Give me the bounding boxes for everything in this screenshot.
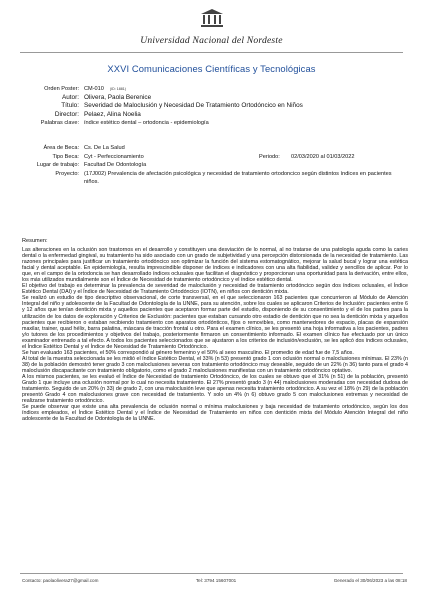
- beca-type-label: Tipo Beca:: [52, 153, 79, 160]
- event-title: XXVI Comunicaciones Científicas y Tecnológicas: [107, 63, 316, 74]
- keywords-value: índice estético dental – ortodoncia - epidemiología: [84, 120, 209, 127]
- director-row: [16, 111, 407, 120]
- keywords-label: Palabras clave:: [40, 120, 79, 127]
- beca-type-value: Cyt - Perfeccionamiento: [84, 153, 144, 160]
- area-value: Cs. De La Salud: [84, 145, 125, 151]
- order-row: [16, 85, 407, 94]
- beca-info: [16, 144, 407, 187]
- author-row: [16, 94, 407, 103]
- area-label: Área de Beca:: [43, 145, 79, 151]
- project-label: Proyecto:: [55, 170, 79, 177]
- title-label: Título:: [61, 102, 79, 110]
- record-info: [16, 85, 407, 128]
- header-divider: [20, 52, 403, 53]
- footer: [22, 578, 407, 583]
- workplace-label: Lugar de trabajo:: [36, 162, 79, 169]
- project-value: (17J002) Prevalencia de afectación psicológica y necesidad de tratamiento ortodoncico según distintos índices en pacientes niños.: [84, 170, 392, 186]
- keywords-row: [16, 119, 407, 128]
- director-value: Pelaez, Alina Noelia: [84, 110, 141, 118]
- author-label: Autor:: [61, 93, 79, 101]
- university-emblem-icon: [199, 8, 225, 28]
- title-row: [16, 102, 407, 111]
- area-row: [16, 144, 407, 153]
- project-row: [16, 170, 407, 187]
- abstract-paragraph: El objetivo del trabajo es determinar la prevalencia de severidad de maloclusión y necesidad de tratamiento ortodóncico según dos índices oclusales, el Índice Estético Dental (DAI) y el Índice de Necesidad de Tratamiento Ortodóncico (IOTN), en niños con dentición mixta.: [22, 283, 408, 296]
- abstract-paragraph: Al total de la muestra seleccionada se les midió el índice Estético Dental, el 33% (n 53) presentó grado 1 con oclusión normal o maloclusiones mínimas. El 23% (n 38) de la población demostró tener grado 3 con maloclusiones severas con tratamiento ortodóncico muy deseable, seguido de un 22% (n 36) tanto para el grado 4 maloclusión discapacitante con tratamiento obligatorio, como el grado 2 maloclusiones manifiestas con un tratamiento ortodóncico optativo.: [22, 355, 408, 374]
- footer-divider: [20, 573, 403, 574]
- title-value: Severidad de Maloclusión y Necesidad De Tratamiento Ortodóncico en Niños: [84, 102, 303, 110]
- contact-email: Contacto: paolaolivera27@gmail.com: [22, 578, 99, 583]
- university-logo: [0, 8, 423, 46]
- generated-timestamp: Generado el 30/06/2023 a las 08:18: [333, 578, 407, 583]
- abstract-paragraph: Las alteraciones en la oclusión son trastornos en el desarrollo y constituyen una desviación de lo normal, al no tratarse de una patología aguda como la caries dental o la enfermedad gingival, su tratamiento ha sido asociado con un grado de subjetividad y una percepción distorsionada de la necesidad de tratamiento. Las razones principales para justificar un tratamiento ortodóncico son optimizar la función del sistema estomatognático, mejorar la salud bucal y lograr una estética facial y dental aceptable. En epidemiología, resulta imprescindible disponer de índices e indicadores con una alta fiabilidad, validez y sencillos de aplicar. Por lo que, en el campo de la ortodoncia se han desarrollado índices oclusales que facilitan el diagnóstico y proporcionan una oportunidad para la derivación, entre ellos, los más utilizados mundialmente son el Índice de Necesidad de tratamiento ortodóncico y el índice estético dental.: [22, 247, 408, 284]
- beca-type-row: [16, 153, 407, 162]
- workplace-value: Facultad De Odontología: [84, 162, 147, 169]
- order-id: CM-010: [84, 86, 104, 92]
- institution-name: Universidad Nacional del Nordeste: [140, 35, 283, 46]
- abstract-body: [22, 247, 408, 422]
- abstract-paragraph: A los mismos pacientes, se les evaluó el Índice de Necesidad de tratamiento Ortodóncico, de los cuales se obtuvo que el 31% (n 51) de la población, presentó Grado 1 que incluye una oclusión normal por lo cual no necesita tratamiento. El 27% presentó grado 3 (n 44) maloclusiones moderadas con necesidad dudosa de tratamiento. Seguido de un 20% (n 33) de grado 2, con una maloclusión leve que apenas necesita tratamiento ortodóncico. A su vez el 18% (n 29) de la población presentó Grado 4 con maloclusiones grave con necesidad de tratamiento. Y solo un 4% (n 6) obtuvo grado 5 con maloclusiones extremas y necesidad de realizarse tratamiento ortodóncico.: [22, 373, 408, 405]
- resumen-label: Resumen:: [22, 238, 48, 244]
- abstract-paragraph: Se puede observar que existe una alta prevalencia de oclusión normal o mínima maloclusiones y baja necesidad de tratamiento ortodóncico, según los dos índices empleados, el Índice Estético Dental y el Índice de Necesidad de Tratamiento en niños con dentición mixta del Módulo Atención Integral del niño adolescente de la Facultad de Odontología de la UNNE.: [22, 404, 408, 423]
- author-value: Olivera, Paola Berenice: [84, 93, 152, 101]
- director-label: Director:: [54, 110, 79, 118]
- order-internal-id: (ID: 1881): [109, 87, 126, 91]
- period-value: 02/03/2020 al 01/03/2022: [291, 153, 355, 160]
- period-label: Periodo:: [259, 153, 280, 160]
- contact-phone: Tel: 3794 15607001: [195, 578, 237, 583]
- order-label: Orden Poster:: [44, 86, 79, 92]
- abstract-paragraph: Se han evaluado 163 pacientes, el 50% correspondió al género femenino y el 50% al sexo masculino. El promedio de edad fue de 7,5 años.: [22, 349, 354, 356]
- workplace-row: [16, 161, 407, 170]
- abstract-paragraph: Se realizó un estudio de tipo descriptivo observacional, de corte transversal, en el que seleccionaron 163 pacientes que concurrieron al Módulo de Atención Integral del niño y adolescente de la Facultad de Odontología de la UNNE, para su atención, sobre los cuales se aplicaron Criterios de Inclusión: pacientes entre 6 y 12 años que tenían dentición mixta y aquellos pacientes que aceptaron formar parte del estudio, disponiendo de su consentimiento y el de los padres para la utilización de los datos de exploración y Criterios de Exclusión: pacientes que estaban cursando otro estadio de dentición que no sea la dentición mixta y aquellos pacientes que recibieron o estaban recibiendo tratamiento con aparatos ortodónticos, fijos o removibles, como mantenedores de espacio, placas de expansión maxilar, trainer, quad hélix, barra palatina, máscara de tracción frontal u otro. Para el examen clínico, se les presentó una hoja informativa a los pacientes, padres y/o tutores de los procedimientos y objetivos del trabajo, posteriormente firmaron un consentimiento informado. El examen clínico fue efectuado por un único examinador entrenado a tal efecto. A todos los pacientes seleccionados que se ajustaron a los criterios de inclusión/exclusión, se les aplicó dos índices oclusales, el Índice Estético Dental y el Índice de Necesidad de Tratamiento Ortodóncico.: [22, 295, 408, 350]
